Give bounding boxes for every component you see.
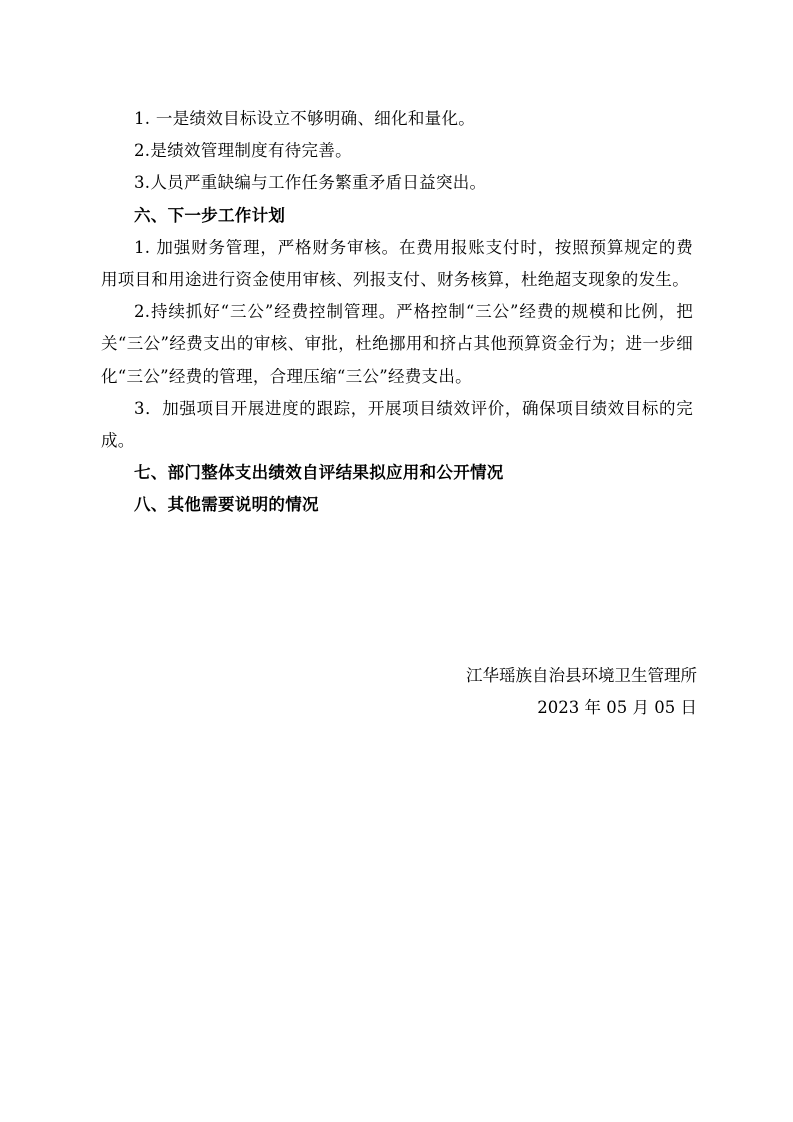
problem-item-1: 1. 一是绩效目标设立不够明确、细化和量化。 <box>134 109 476 128</box>
signature-organization: 江华瑶族自治县环境卫生管理所 <box>466 666 697 685</box>
problem-item-2: 2.是绩效管理制度有待完善。 <box>134 141 352 161</box>
plan-item-2: 2.持续抓好“三公”经费控制管理。严格控制“三公”经费的规模和比例，把关“三公”经费支出的审核、审批，杜绝挪用和挤占其他预算资金行为；进一步细化“三公”经费的管理，合理压缩“三公”经费支出。 <box>101 302 693 386</box>
document-body <box>101 103 693 522</box>
problem-item-3: 3.人员严重缺编与工作任务繁重矛盾日益突出。 <box>134 173 487 193</box>
signature-date: 2023 年 05 月 05 日 <box>537 698 697 718</box>
section-heading-other-notes: 八、其他需要说明的情况 <box>134 495 319 515</box>
plan-item-3: 3．加强项目开展进度的跟踪，开展项目绩效评价，确保项目绩效目标的完成。 <box>101 398 693 451</box>
plan-item-1: 1. 加强财务管理，严格财务审核。在费用报账支付时，按照预算规定的费用项目和用途进行资金使用审核、列报支付、财务核算，杜绝超支现象的发生。 <box>101 237 693 290</box>
section-heading-results-application: 七、部门整体支出绩效自评结果拟应用和公开情况 <box>134 463 504 483</box>
signature-block <box>466 660 697 724</box>
section-heading-next-plan: 六、下一步工作计划 <box>134 205 286 225</box>
